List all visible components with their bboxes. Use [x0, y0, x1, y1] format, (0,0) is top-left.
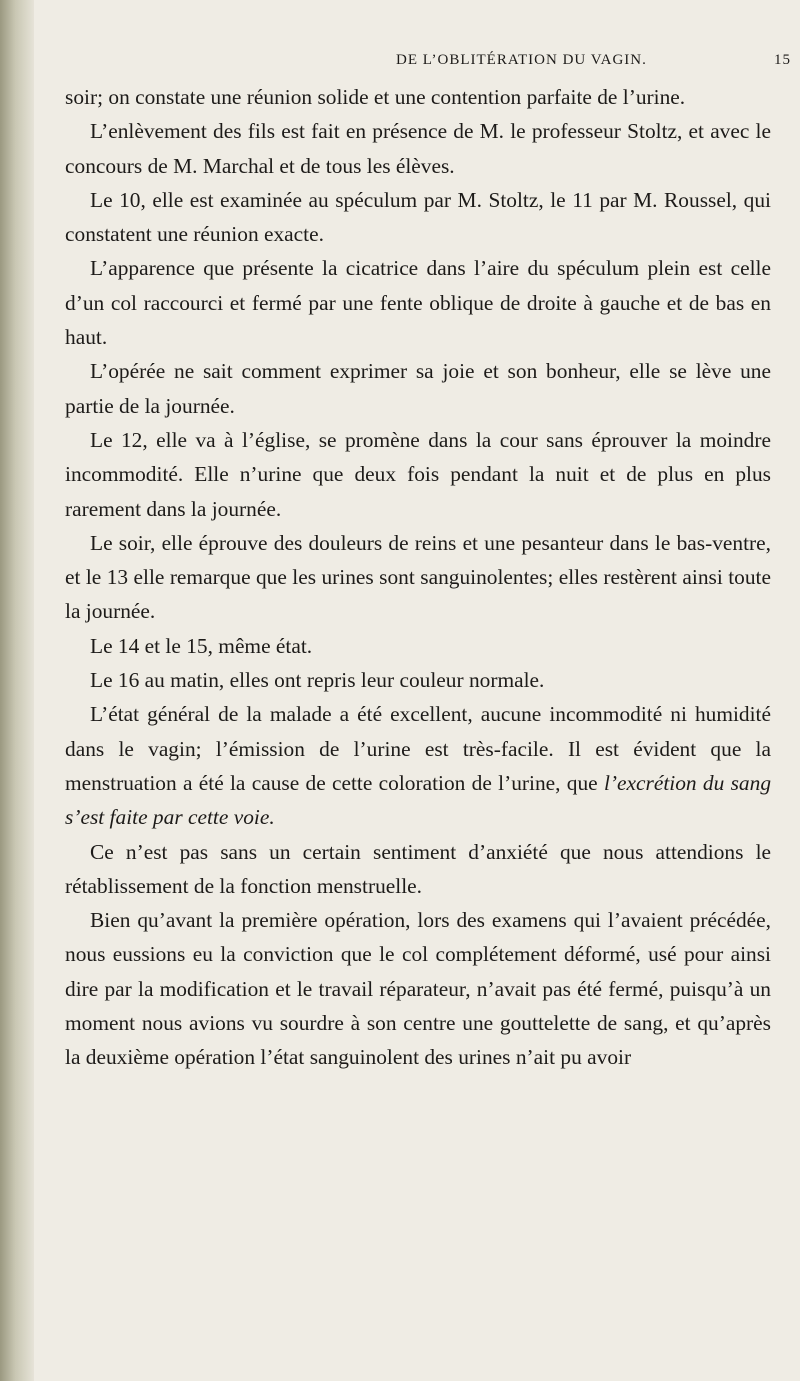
page-header	[150, 52, 790, 76]
running-title: DE L’OBLITÉRATION DU VAGIN.	[396, 52, 647, 68]
paragraph-text: L’état général de la malade a été excellent, aucune incommodité ni humidité dans le vagin; l’émission de l’urine est très-facile. Il est évident que la menstruation a été la cause de cette coloration de l’urine, que	[65, 702, 771, 795]
paragraph: Le 10, elle est examinée au spéculum par M. Stoltz, le 11 par M. Roussel, qui constatent une réunion exacte.	[65, 187, 771, 247]
page-number: 15	[774, 52, 791, 68]
paragraph: Le 16 au matin, elles ont repris leur couleur normale.	[90, 668, 545, 693]
paragraph: Ce n’est pas sans un certain sentiment d’anxiété que nous attendions le rétablissement de la fonction menstruelle.	[65, 839, 771, 898]
paragraph: L’opérée ne sait comment exprimer sa joie et son bonheur, elle se lève une partie de la journée.	[65, 359, 771, 418]
paragraph-with-emphasis	[65, 697, 771, 834]
body-text	[65, 80, 771, 1075]
paragraph: soir; on constate une réunion solide et une contention parfaite de l’urine.	[65, 85, 686, 109]
paragraph: Le soir, elle éprouve des douleurs de reins et une pesanteur dans le bas-ventre, et le 13 elle remarque que les urines sont sanguinolentes; elles restèrent ainsi toute la journée.	[65, 530, 771, 624]
paragraph: Bien qu’avant la première opération, lors des examens qui l’avaient précédée, nous eussions eu la conviction que le col complétement déformé, usé pour ainsi dire par la modification et le travail réparateur, n’avait pas été fermé, puisqu’à un moment nous avions vu sourdre à son centre une gouttelette de sang, et qu’après la deuxième opération l’état sanguinolent des urines n’ait pu avoir	[65, 908, 771, 1070]
emphasized-text: l’excrétion du sang s’est faite par cette voie.	[65, 770, 772, 830]
paragraph: L’apparence que présente la cicatrice dans l’aire du spéculum plein est celle d’un col raccourci et fermé par une fente oblique de droite à gauche et de bas en haut.	[65, 256, 771, 350]
paragraph: L’enlèvement des fils est fait en présence de M. le professeur Stoltz, et avec le concours de M. Marchal et de tous les élèves.	[65, 119, 771, 178]
paragraph: Le 12, elle va à l’église, se promène dans la cour sans éprouver la moindre incommodité. Elle n’urine que deux fois pendant la nuit et de plus en plus rarement dans la journée.	[65, 427, 771, 521]
paragraph: Le 14 et le 15, même état.	[90, 633, 313, 658]
